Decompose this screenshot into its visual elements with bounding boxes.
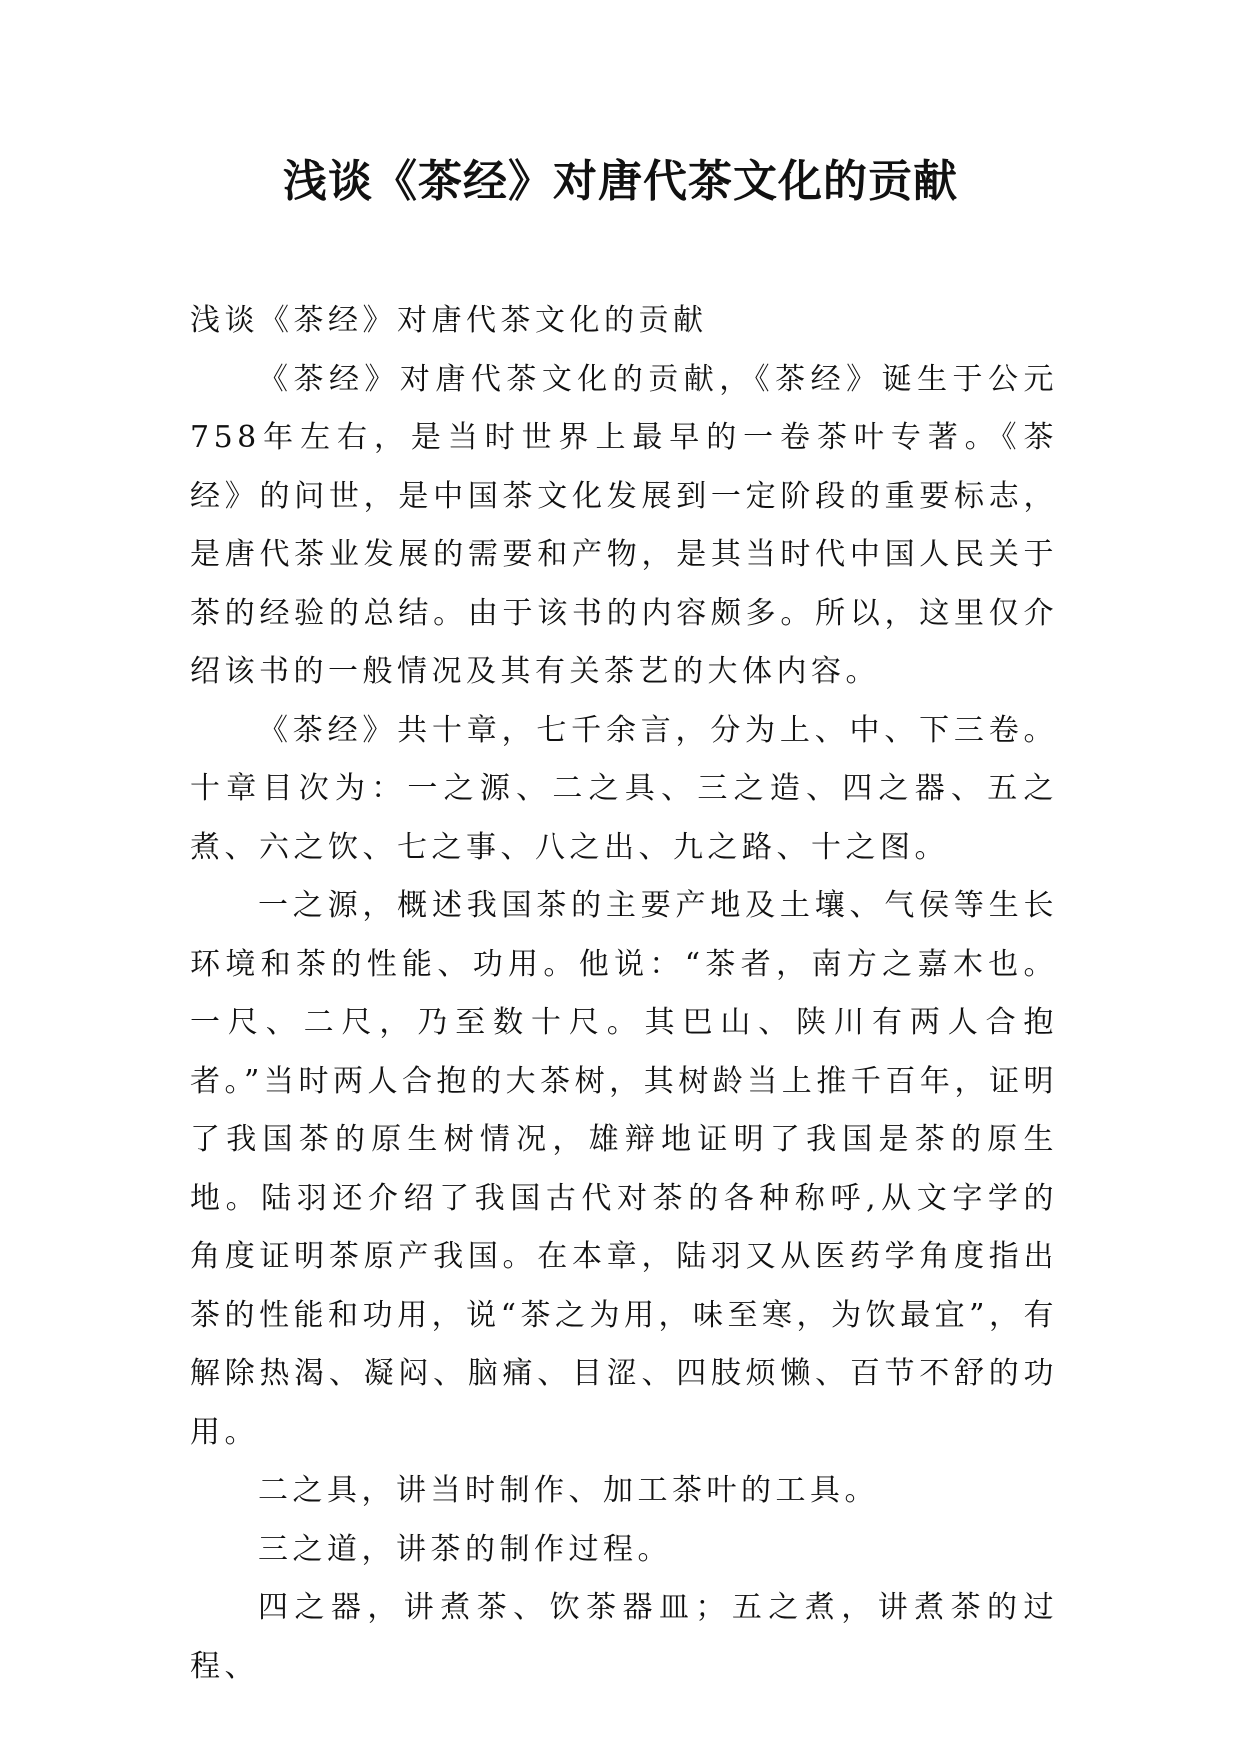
paragraph-chapters: 《茶经》共十章，七千余言，分为上、中、下三卷。十章目次为：一之源、二之具、三之造、四之器、五之煮、六之饮、七之事、八之出、九之路、十之图。 [190,712,1058,865]
paragraph-chapter-two: 二之具，讲当时制作、加工茶叶的工具。 [258,1473,879,1508]
document-title: 浅谈《茶经》对唐代茶文化的贡献 [283,156,958,207]
paragraph-subtitle: 浅谈《茶经》对唐代茶文化的贡献 [190,303,708,338]
paragraph-chapter-four-five: 四之器，讲煮茶、饮茶器皿；五之煮，讲煮茶的过程、 [190,1590,1058,1684]
paragraph-chapter-three: 三之道，讲茶的制作过程。 [258,1531,672,1567]
paragraph-chapter-one: 一之源，概述我国茶的主要产地及土壤、气侯等生长环境和茶的性能、功用。他说：“茶者，南方之嘉木也。一尺、二尺，乃至数十尺。其巴山、陕川有两人合抱者。”当时两人合抱的大茶树，其树龄当上推千百年，证明了我国茶的原生树情况，雄辩地证明了我国是茶的原生地。陆羽还介绍了我国古代对茶的各种称呼,从文字学的角度证明茶原产我国。在本章，陆羽又从医药学角度指出茶的性能和功用，说“茶之为用，味至寒，为饮最宜”，有解除热渴、凝闷、脑痛、目涩、四肢烦懒、百节不舒的功用。 [190,888,1058,1450]
paragraph-intro: 《茶经》对唐代茶文化的贡献，《茶经》诞生于公元758年左右，是当时世界上最早的一卷茶叶专著。《茶经》的问世，是中国茶文化发展到一定阶段的重要标志，是唐代茶业发展的需要和产物，是其当时代中国人民关于茶的经验的总结。由于该书的内容颇多。所以，这里仅介绍该书的一般情况及其有关茶艺的大体内容。 [190,361,1058,689]
document-body [190,292,1058,1696]
